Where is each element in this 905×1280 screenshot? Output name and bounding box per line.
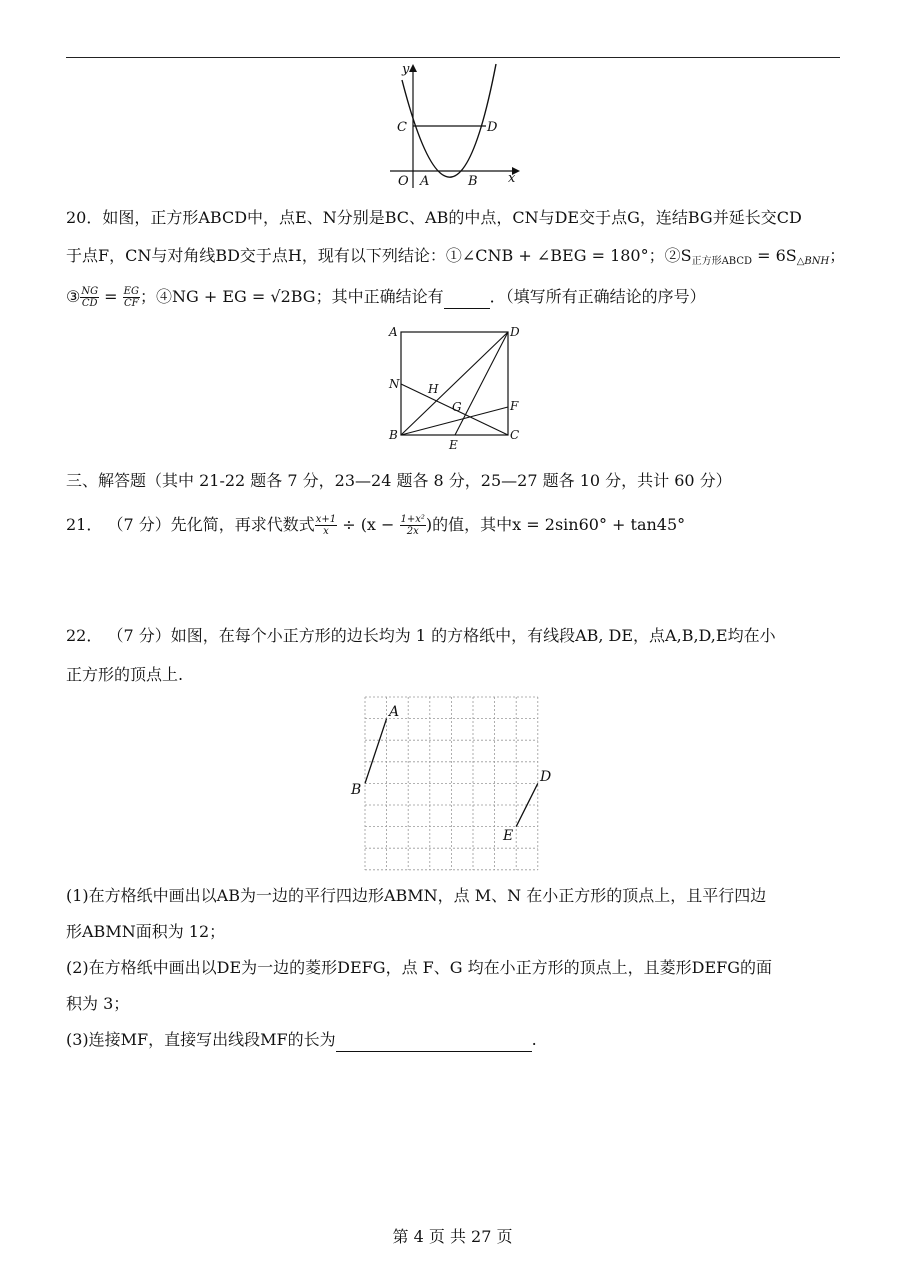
sq-e-label: E (449, 438, 458, 452)
sq-a-label: A (389, 325, 398, 339)
answer-blank-q20 (444, 286, 490, 309)
fraction-1x2-2x: $\frac{\text{1+x²}}{2x}$ (400, 514, 425, 537)
q22-line2: 正方形的顶点上. (66, 665, 184, 684)
point-b-label: B (468, 174, 478, 189)
grid-a-label: A (389, 704, 400, 720)
fraction-x1-x: $\frac{x+1}{x}$ (315, 514, 337, 537)
sq-d-label: D (510, 325, 520, 339)
axis-x-label: x (508, 171, 516, 186)
q20-line1: 20．如图，正方形ABCD中，点E、N分别是BC、AB的中点，CN与DE交于点G，连结BG并延长交CD (66, 208, 802, 227)
sq-h-label: H (428, 382, 439, 396)
sq-f-label: F (510, 399, 519, 413)
grid-e-label: E (503, 828, 514, 844)
part3-line: (3)连接MF，直接写出线段MF的长为 . (66, 1029, 537, 1052)
point-a-label: A (420, 174, 430, 189)
parabola-figure (380, 60, 530, 190)
part1-line2: 形ABMN面积为 12； (66, 922, 226, 941)
point-c-label: C (397, 120, 407, 135)
page-footer: 第 4 页 共 27 页 (392, 1227, 513, 1246)
q22-line1: 22． （7 分）如图，在每个小正方形的边长均为 1 的方格纸中，有线段AB, DE，点A,B,D,E均在小 (66, 626, 776, 645)
grid-figure (345, 692, 560, 874)
part2-line2: 积为 3； (66, 994, 130, 1013)
sq-c-label: C (510, 428, 520, 442)
axis-y-label: y (402, 62, 410, 77)
grid-d-label: D (540, 769, 552, 785)
part2-line1: (2)在方格纸中画出以DE为一边的菱形DEFG，点 F、G 均在小正方形的顶点上，且菱形DEFG的面 (66, 958, 773, 977)
answer-blank-mf (336, 1029, 532, 1052)
fraction-ng-cd: $\frac{NG}{CD}$ (81, 286, 99, 309)
top-rule (66, 57, 840, 58)
fraction-eg-cf: $\frac{EG}{CF}$ (123, 286, 139, 309)
q20-line2: 于点F，CN与对角线BD交于点H，现有以下列结论：①∠CNB + ∠BEG = 180°；$②S_{正方形ABCD}$ = 6S△BNH； (66, 246, 846, 267)
point-d-label: D (487, 120, 498, 135)
part1-line1: (1)在方格纸中画出以AB为一边的平行四边形ABMN，点 M、N 在小正方形的顶点上，且平行四边 (66, 886, 767, 905)
section3-heading: 三、解答题（其中 21-22 题各 7 分，23—24 题各 8 分，25—27 题各 10 分，共计 60 分） (66, 471, 732, 490)
sq-n-label: N (389, 377, 400, 391)
q21-line: 21． （7 分）先化简，再求代数式 $\frac{x+1}{x}$ ÷ (x − $\frac{\text{1+x²}}{2x}$ )的值，其中x = 2sin60° + tan45° (66, 514, 686, 537)
segment-ab (365, 719, 387, 784)
sq-g-label: G (452, 400, 462, 414)
sq-b-label: B (389, 428, 398, 442)
q20-line3: ③ $\frac{NG}{CD}$ = $\frac{EG}{CF}$ ；④NG + EG = √2BG；其中正确结论有 ．（填写所有正确结论的序号） (66, 286, 706, 309)
grid-b-label: B (351, 782, 362, 798)
square-figure (385, 320, 525, 452)
origin-label: O (398, 174, 409, 189)
